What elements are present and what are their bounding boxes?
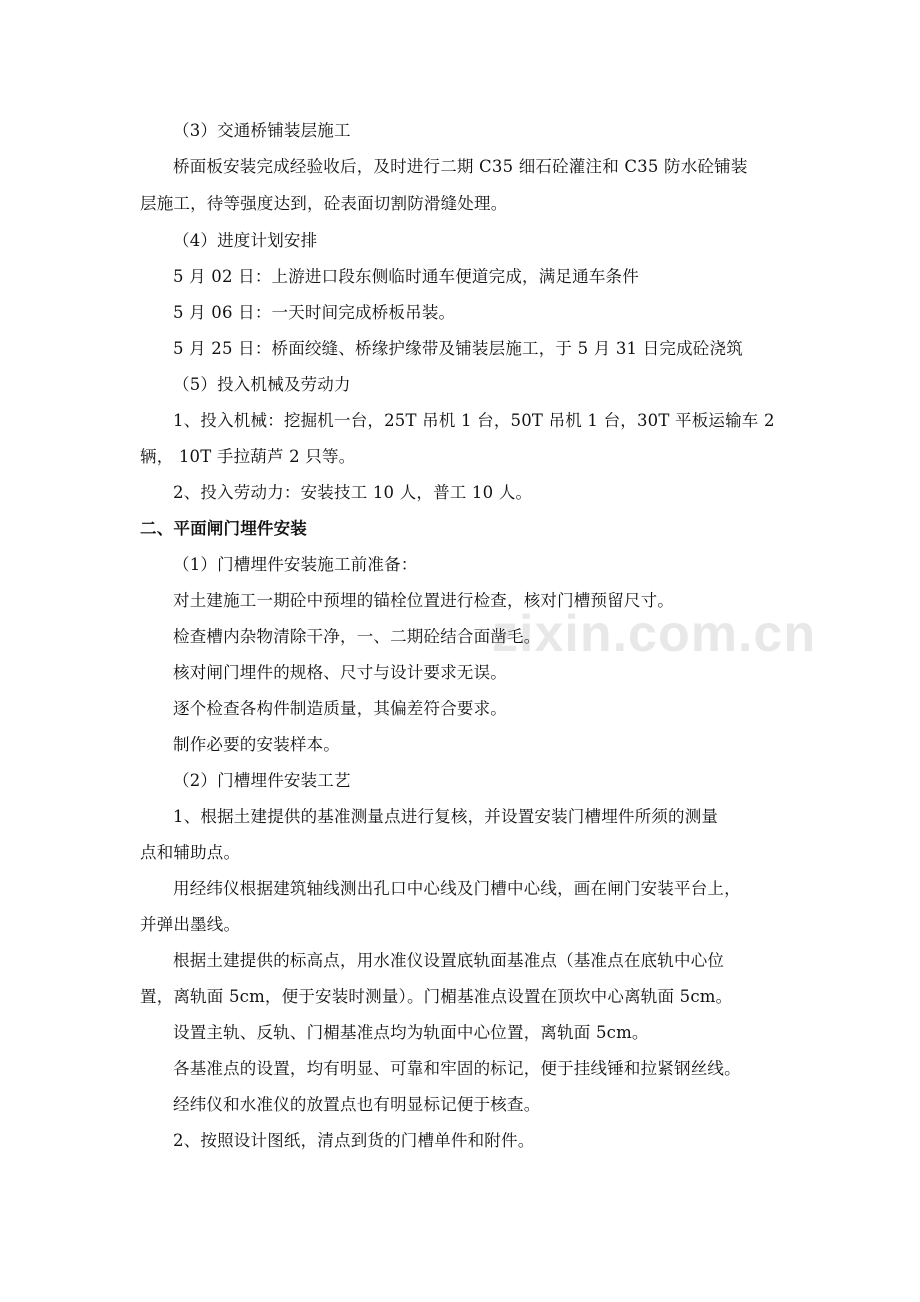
paragraph-line: 制作必要的安装样本。: [173, 735, 340, 754]
paragraph-line: 根据土建提供的标高点，用水准仪设置底轨面基准点（基准点在底轨中心位: [173, 951, 725, 970]
subheading-schedule: （4）进度计划安排: [173, 231, 318, 250]
paragraph-line: 1、投入机械：挖掘机一台，25T 吊机 1 台，50T 吊机 1 台，30T 平板运输车 2: [173, 411, 775, 430]
schedule-item: 5 月 06 日：一天时间完成桥板吊装。: [173, 303, 456, 322]
paragraph-line: 辆， 10T 手拉葫芦 2 只等。: [140, 447, 356, 466]
paragraph-line: 对土建施工一期砼中预埋的锚栓位置进行检查，核对门槽预留尺寸。: [173, 591, 674, 610]
paragraph-line: 核对闸门埋件的规格、尺寸与设计要求无误。: [173, 663, 507, 682]
paragraph-line: 经纬仪和水准仪的放置点也有明显标记便于核查。: [173, 1095, 541, 1114]
subheading-preparation: （1）门槽埋件安装施工前准备：: [173, 555, 418, 574]
paragraph-line: 层施工，待等强度达到，砼表面切割防滑缝处理。: [140, 194, 508, 213]
subheading-process: （2）门槽埋件安装工艺: [173, 771, 351, 790]
paragraph-line: 1、根据土建提供的基准测量点进行复核，并设置安装门槽埋件所须的测量: [173, 807, 719, 826]
subheading-paving: （3）交通桥铺装层施工: [173, 121, 351, 140]
paragraph-line: 并弹出墨线。: [140, 915, 241, 934]
section-heading: 二、平面闸门埋件安装: [140, 519, 307, 538]
paragraph-line: 设置主轨、反轨、门楣基准点均为轨面中心位置，离轨面 5cm。: [173, 1023, 649, 1042]
paragraph-line: 2、投入劳动力：安装技工 10 人，普工 10 人。: [173, 483, 533, 502]
subheading-resources: （5）投入机械及劳动力: [173, 375, 351, 394]
paragraph-line: 置，离轨面 5cm，便于安装时测量）。门楣基准点设置在顶坎中心离轨面 5cm。: [140, 987, 733, 1006]
paragraph-line: 检查槽内杂物清除干净，一、二期砼结合面凿毛。: [173, 627, 541, 646]
paragraph-line: 点和辅助点。: [140, 843, 241, 862]
schedule-item: 5 月 02 日：上游进口段东侧临时通车便道完成，满足通车条件: [173, 267, 639, 286]
schedule-item: 5 月 25 日：桥面绞缝、桥缘护缘带及铺装层施工，于 5 月 31 日完成砼浇筑: [173, 339, 743, 358]
paragraph-line: 2、按照设计图纸，清点到货的门槽单件和附件。: [173, 1131, 535, 1150]
paragraph-line: 逐个检查各构件制造质量，其偏差符合要求。: [173, 699, 507, 718]
watermark: zixin.com.cn: [492, 605, 817, 663]
paragraph-line: 用经纬仪根据建筑轴线测出孔口中心线及门槽中心线，画在闸门安装平台上，: [173, 879, 741, 898]
paragraph-line: 桥面板安装完成经验收后，及时进行二期 C35 细石砼灌注和 C35 防水砼铺装: [173, 157, 748, 176]
paragraph-line: 各基准点的设置，均有明显、可靠和牢固的标记，便于挂线锤和拉紧钢丝线。: [173, 1059, 741, 1078]
